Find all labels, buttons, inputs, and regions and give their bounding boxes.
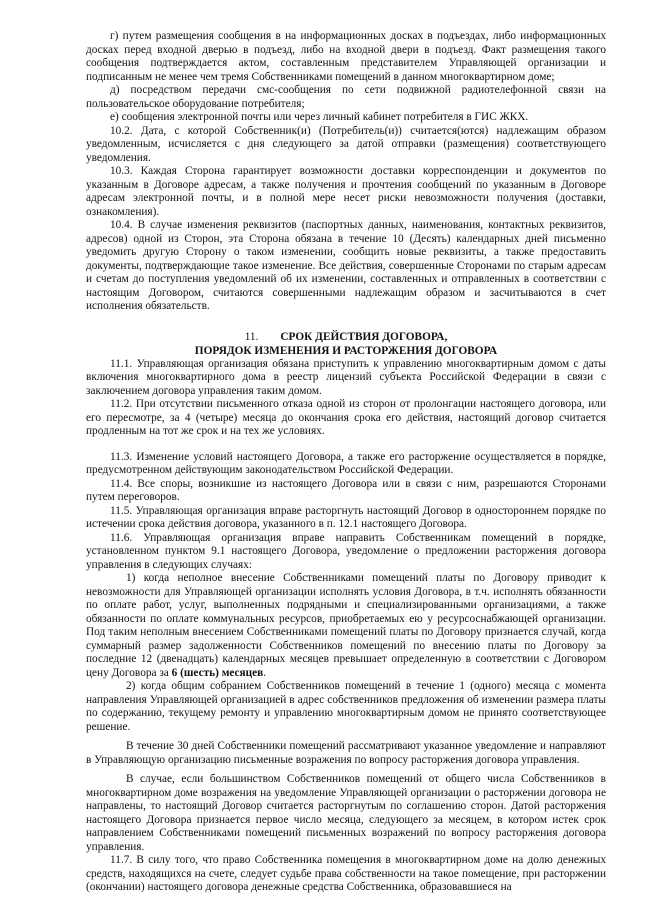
paragraph-11-4: 11.4. Все споры, возникшие из настоящего Договора или в связи с ним, разрешаются Сторонами путем переговоров. (86, 477, 606, 503)
paragraph-11-7: 11.7. В силу того, что право Собственника помещения в многоквартирном доме на долю денежных средств, находящихся на счете, следует судьбе права собственности на такое помещение, при расторжении (окончании) настоящего договора денежные средства Собственника, образовавшиеся на (86, 854, 606, 893)
case-1-bold-term: 6 (шесть) месяцев (171, 666, 264, 679)
paragraph-case-2: 2) когда общим собранием Собственников помещений в течение 1 (одного) месяца с момента направления Управляющей организацией в адрес собственников предложения об изменении размера платы по содержанию, текущему ремонту и управлению многоквартирным домом не принято соответствующее решение. (86, 680, 606, 733)
paragraph-11-5: 11.5. Управляющая организация вправе расторгнуть настоящий Договор в одностороннем порядке по истечении срока действия договора, указанного в п. 12.1 настоящего Договора. (86, 504, 606, 530)
section-title-line2: ПОРЯДОК ИЗМЕНЕНИЯ И РАСТОРЖЕНИЯ ДОГОВОРА (194, 344, 498, 357)
case-1-end: . (263, 666, 267, 679)
paragraph-case-1 (86, 572, 606, 680)
case-1-text: 1) когда неполное внесение Собственниками помещений платы по Договору приводит к невозможности для Управляющей организации исполнять условия Договора, в т.ч. исполнять обязанности по оплате работ, услуг, выполненных подрядными и специализированными организациями, а также обязанности по оплате коммунальных ресурсов, приобретаемых ею у ресурсоснабжающей организации. Под таким неполным внесением Собственниками помещений платы по Договору признается случай, когда суммарный размер задолженности Собственников помещений по внесению платы по Договору за последние 12 (двенадцать) календарных месяцев превышает определенную в соответствии с Договором цену Договора за (86, 572, 606, 679)
document-body (86, 30, 606, 895)
paragraph-11-6: 11.6. Управляющая организация вправе направить Собственникам помещений в порядке, установленном пунктом 9.1 настоящего Договора, уведомление о предложении расторжения договора управления в следующих случаях: (86, 531, 606, 571)
paragraph-10-1-g: г) путем размещения сообщения в на информационных досках в подъездах, либо информационных досках перед входной дверью в подъезд, либо на входной двери в подъезд. Факт размещения такого сообщения подтверждается актом, составленным представителем Управляющей организации и подписанным не менее чем тремя Собственниками помещений в данном многоквартирном доме; (86, 30, 606, 83)
section-11-heading (86, 330, 606, 358)
paragraph-30-days: В течение 30 дней Собственники помещений рассматривают указанное уведомление и направляют в Управляющую организацию письменные возражения по вопросу расторжения договора управления. (86, 740, 606, 766)
paragraph-10-3: 10.3. Каждая Сторона гарантирует возможности доставки корреспонденции и документов по указанным в Договоре адресам, а также получения и прочтения сообщений по указанным в Договоре адресам электронной почты, и в полной мере несет риски невозможности получения (доставки, ознакомления). (86, 165, 606, 218)
paragraph-11-2: 11.2. При отсутствии письменного отказа одной из сторон от пролонгации настоящего договора, или его пересмотре, за 4 (четыре) месяца до окончания срока его действия, настоящий договор считается продленным на тот же срок и на тех же условиях. (86, 398, 606, 437)
paragraph-10-1-d: д) посредством передачи смс-сообщения по сети подвижной радиотелефонной связи на пользовательское оборудование потребителя; (86, 84, 606, 110)
paragraph-10-1-e: е) сообщения электронной почты или через личный кабинет потребителя в ГИС ЖКХ. (110, 111, 529, 123)
section-title-line1: СРОК ДЕЙСТВИЯ ДОГОВОРА, (280, 330, 448, 343)
paragraph-11-1: 11.1. Управляющая организация обязана приступить к управлению многоквартирным домом с даты включения многоквартирного дома в реестр лицензий субъекта Российской Федерации в связи с заключением договора управления таким домом. (86, 357, 606, 397)
paragraph-majority: В случае, если большинством Собственников помещений от общего числа Собственников в многоквартирном доме возражения на уведомление Управляющей организации о расторжении договора не направлены, то настоящий Договор считается расторгнутым по соглашению сторон. Датой расторжения настоящего Договора признается первое число месяца, следующего за месяцем, в котором истек срок направлением Собственниками помещений письменных возражений по вопросу расторжения договора управления. (86, 773, 606, 853)
section-number: 11. (244, 330, 259, 343)
paragraph-11-3: 11.3. Изменение условий настоящего Договора, а также его расторжение осуществляется в порядке, предусмотренном действующим законодательством Российской Федерации. (86, 450, 606, 476)
paragraph-10-4: 10.4. В случае изменения реквизитов (паспортных данных, наименования, контактных реквизитов, адресов) одной из Сторон, эта Сторона обязана в течение 10 (Десять) календарных дней письменно уведомить другую Сторону о таком изменении, сообщить новые реквизиты, а также предоставить документы, подтверждающие такое изменение. Все действия, совершенные Сторонами по старым адресам и счетам до поступления уведомлений об их изменении, составленных и отправленных в соответствии с настоящим Договором, считаются совершенными надлежащим образом и засчитываются в счет исполнения обязательств. (86, 219, 606, 312)
paragraph-10-2: 10.2. Дата, с которой Собственник(и) (Потребитель(и)) считается(ются) надлежащим образом уведомленным, исчисляется с дня следующего за датой отправки (размещения) соответствующего уведомления. (86, 124, 606, 164)
